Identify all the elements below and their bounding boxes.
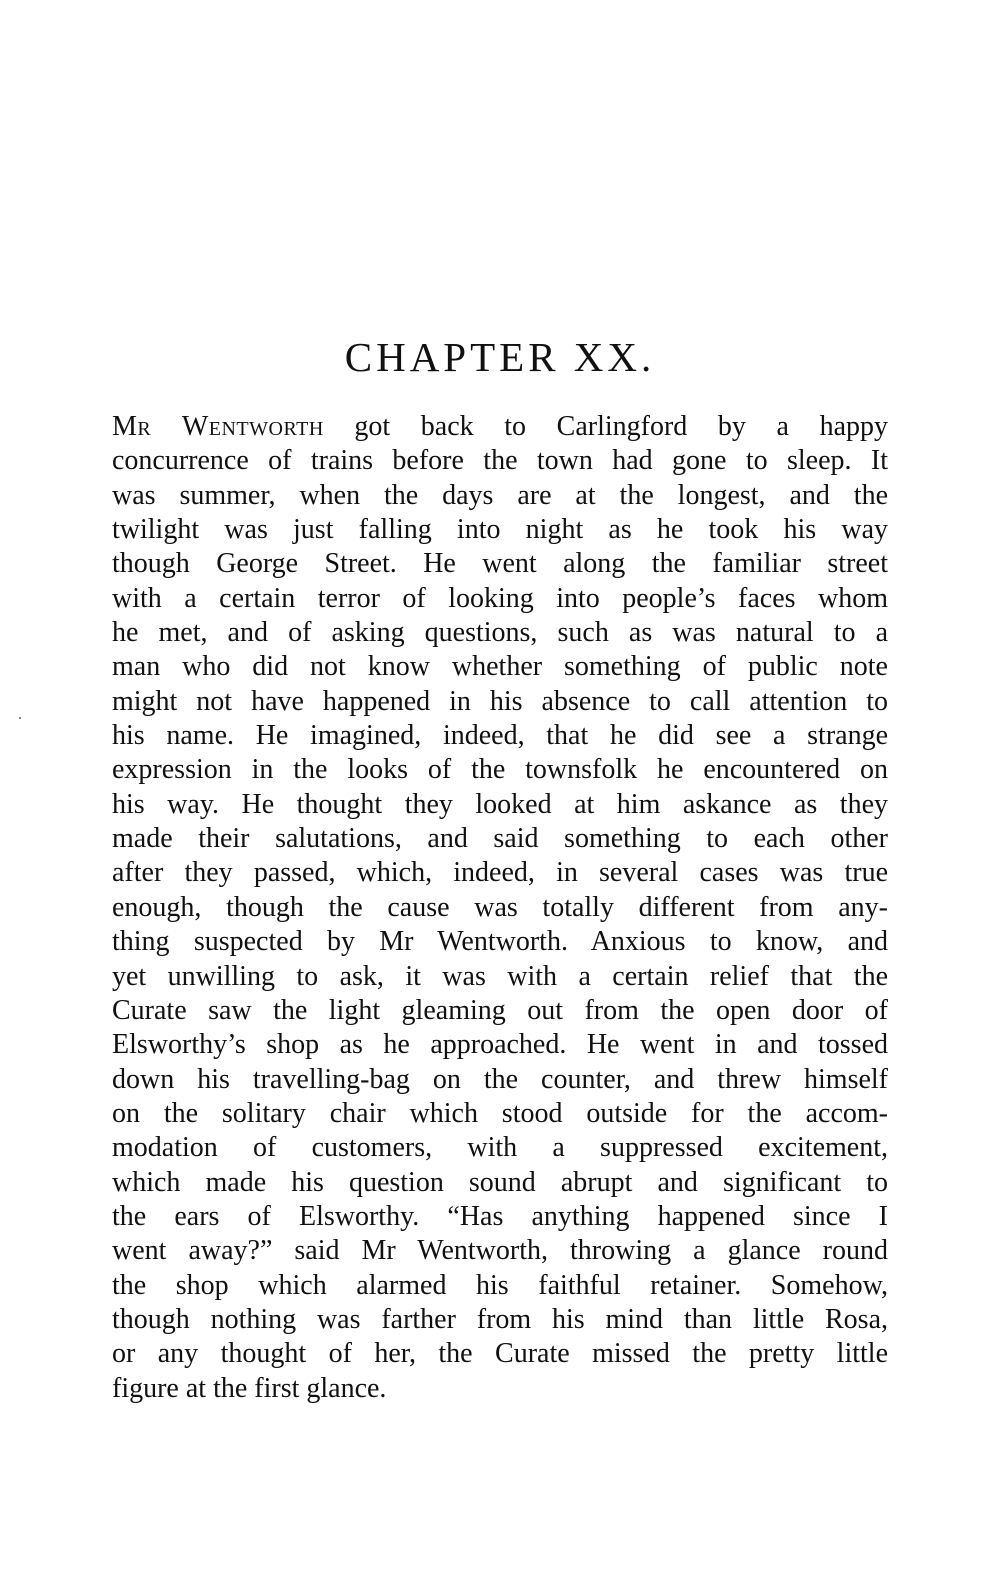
text-line-last: figure at the first glance. <box>112 1372 387 1404</box>
text-line: enough, though the cause was totally different from any- <box>112 891 888 923</box>
stray-ink-mark <box>19 717 21 719</box>
text-line: or any thought of her, the Curate missed the pretty little <box>112 1338 888 1370</box>
text-line: his way. He thought they looked at him askance as they <box>112 788 888 820</box>
text-line: expression in the looks of the townsfolk he encountered on <box>112 754 888 786</box>
text-line: with a certain terror of looking into people’s faces whom <box>112 582 888 614</box>
text-line: Curate saw the light gleaming out from the open door of <box>112 994 888 1026</box>
text-line: went away?” said Mr Wentworth, throwing a glance round <box>112 1235 888 1267</box>
text-line: yet unwilling to ask, it was with a certain relief that the <box>112 960 888 992</box>
text-line: he met, and of asking questions, such as was natural to a <box>112 617 888 649</box>
text-line: the ears of Elsworthy. “Has anything happened since I <box>112 1200 888 1232</box>
text-line: concurrence of trains before the town had gone to sleep. It <box>112 445 888 477</box>
text-line: made their salutations, and said something to each other <box>112 823 888 855</box>
chapter-title: CHAPTER XX. <box>344 334 656 380</box>
text-line: which made his question sound abrupt and significant to <box>112 1166 888 1198</box>
text-line: the shop which alarmed his faithful retainer. Somehow, <box>112 1269 888 1301</box>
text-line: modation of customers, with a suppressed excitement, <box>112 1132 888 1164</box>
text-line: Elsworthy’s shop as he approached. He went in and tossed <box>112 1029 888 1061</box>
text-line: on the solitary chair which stood outside for the accom- <box>112 1097 888 1129</box>
text-line: though nothing was farther from his mind than little Rosa, <box>112 1303 888 1335</box>
text-line-rest: got back to Carlingford by a happy <box>323 411 888 442</box>
text-line: was summer, when the days are at the longest, and the <box>112 479 888 511</box>
chapter-body-paragraph <box>112 410 888 1406</box>
text-line: his name. He imagined, indeed, that he did see a strange <box>112 720 888 752</box>
opening-name-small-caps: Mr Wentworth <box>112 411 324 442</box>
text-line: might not have happened in his absence to call attention to <box>112 685 888 717</box>
text-line: man who did not know whether something of public note <box>112 651 888 683</box>
text-line: though George Street. He went along the familiar street <box>112 548 888 580</box>
text-line: twilight was just falling into night as he took his way <box>112 514 888 546</box>
text-line: after they passed, which, indeed, in several cases was true <box>112 857 888 889</box>
text-line <box>112 410 888 444</box>
text-line: down his travelling-bag on the counter, and threw himself <box>112 1063 888 1095</box>
text-line: thing suspected by Mr Wentworth. Anxious to know, and <box>112 926 888 958</box>
